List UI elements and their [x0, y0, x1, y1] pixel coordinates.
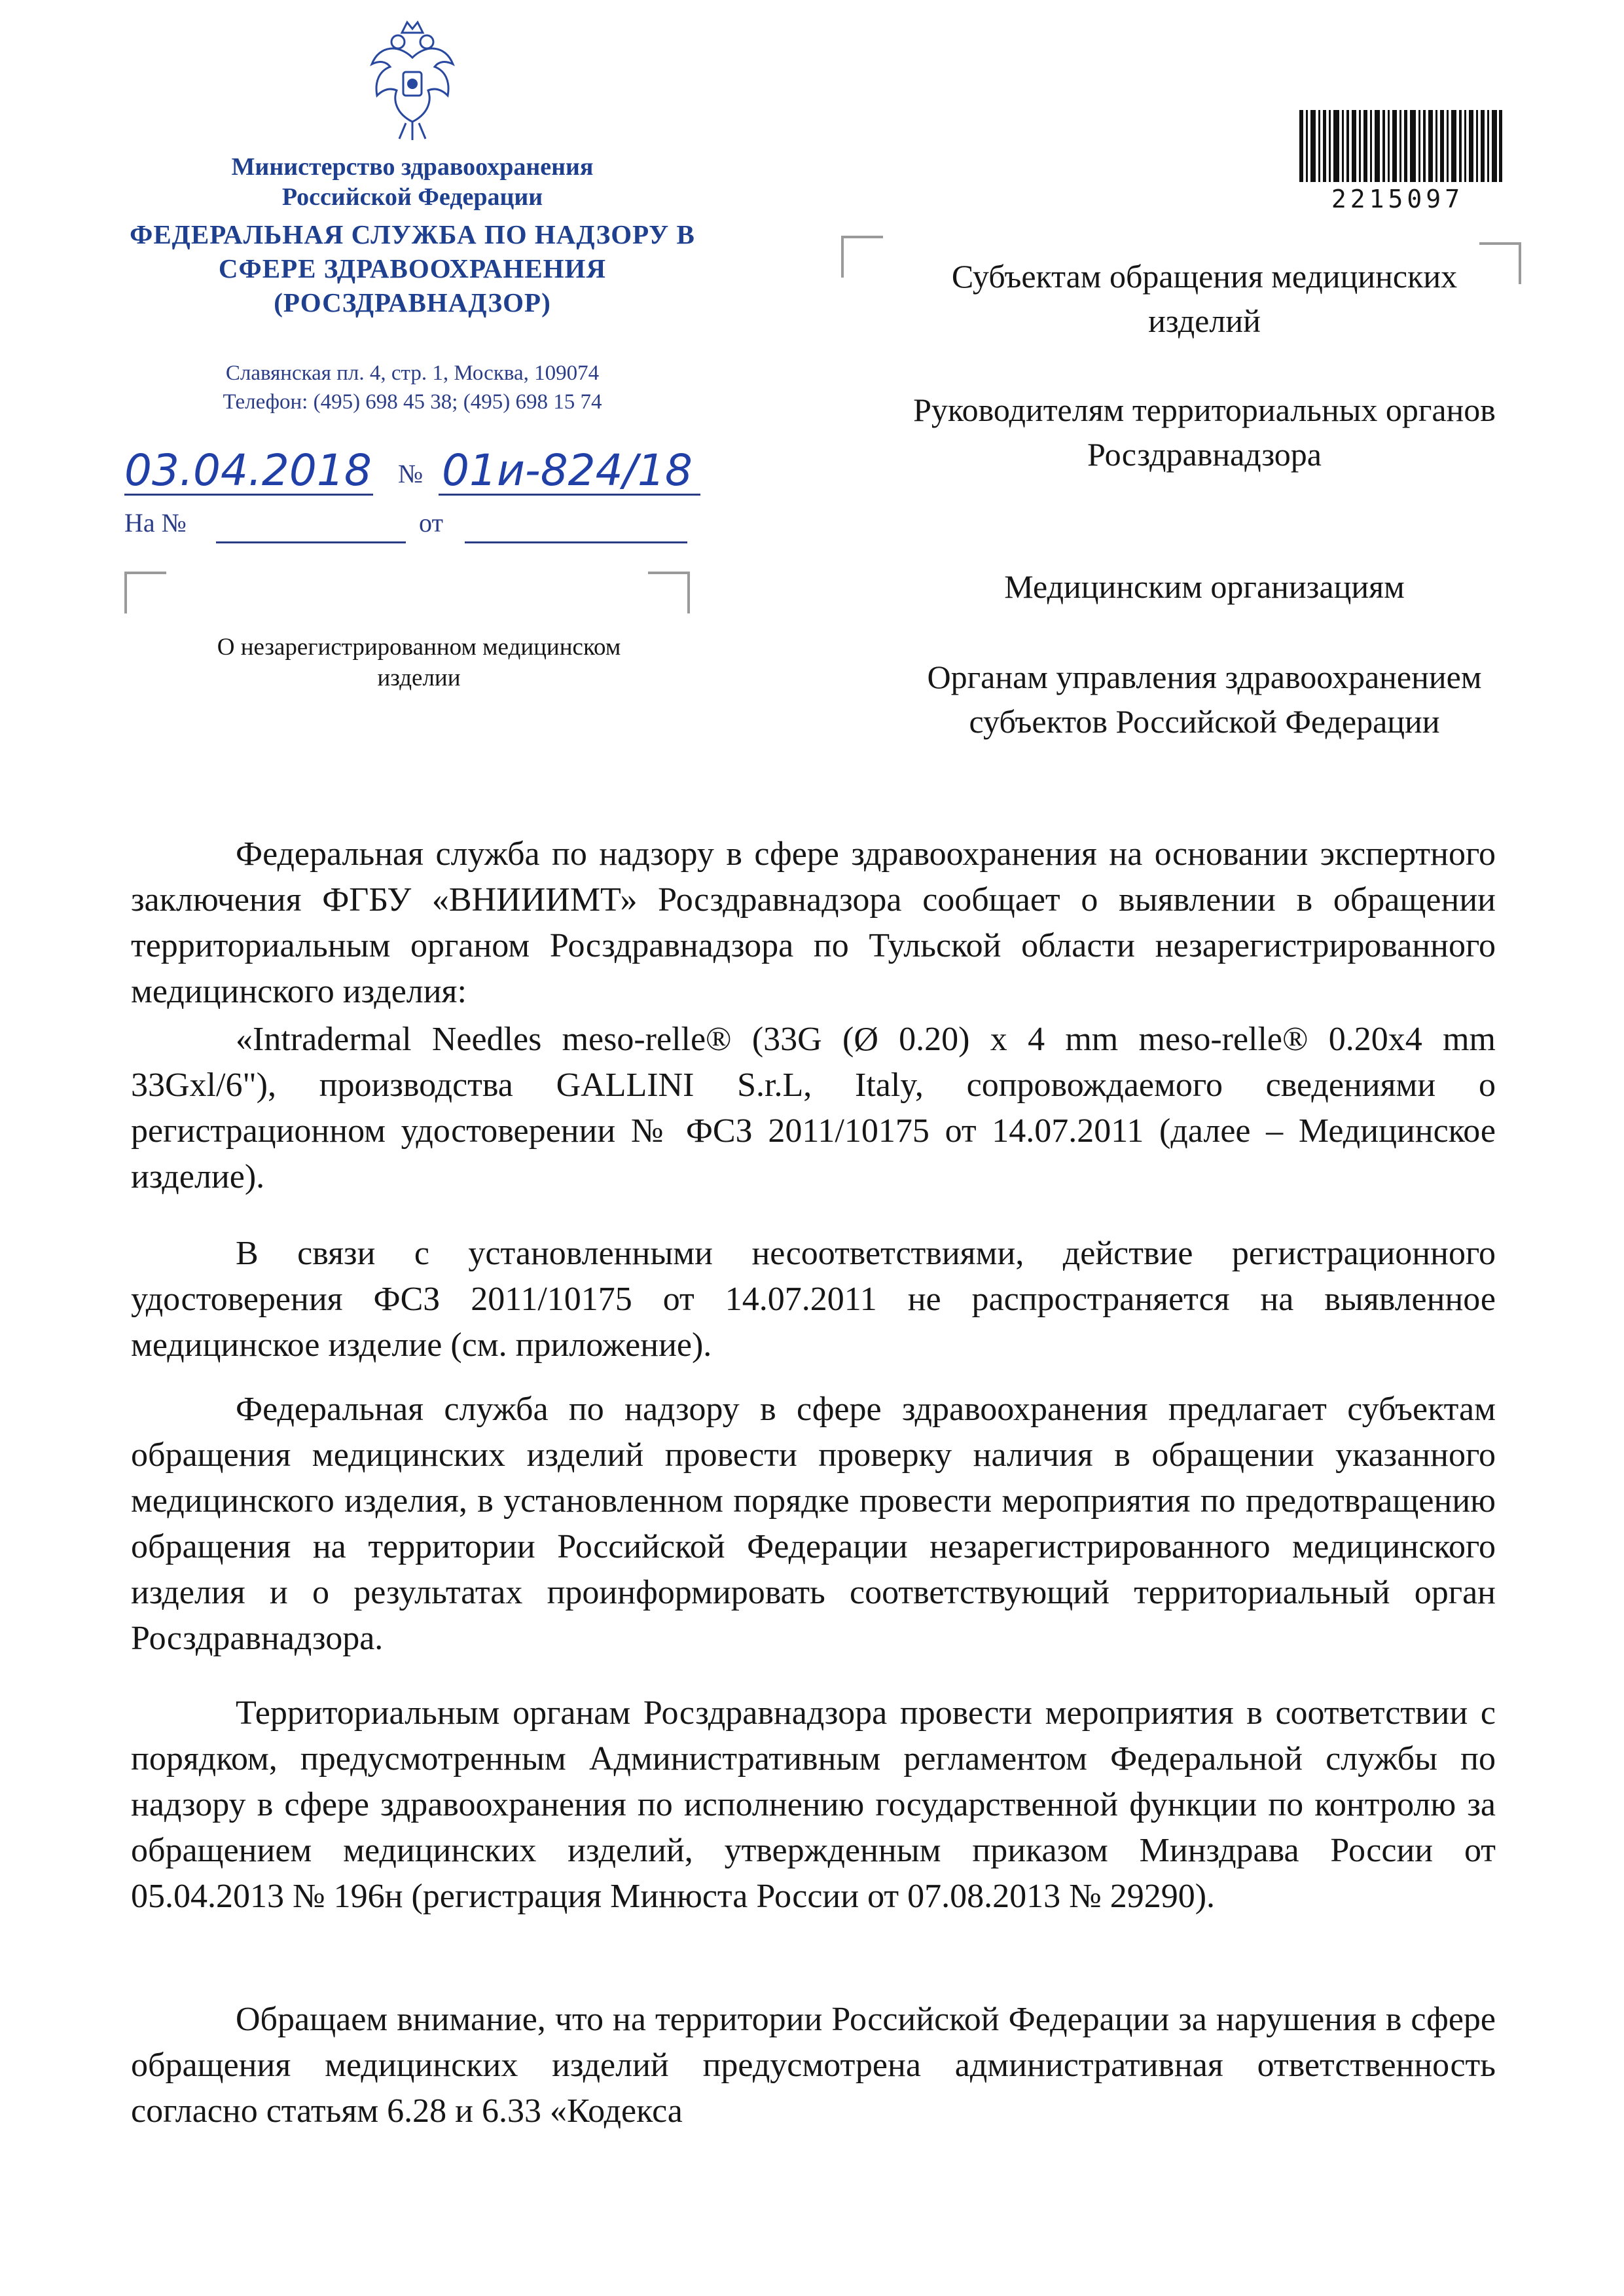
body-paragraph-5: [131, 1690, 1496, 1920]
addressee-2: Руководителям территориальных органов Росздравнадзора: [913, 392, 1496, 473]
addressee-4: Органам управления здравоохранением субъектов Российской Федерации: [927, 659, 1482, 740]
phone: Телефон: (495) 698 45 38; (495) 698 15 74: [223, 390, 602, 414]
reply-number-field: [216, 541, 406, 543]
paragraph-text: Территориальным органам Росздравнадзора провести мероприятия в соответствии с порядком, предусмотренным Административным регламентом Федеральной службы по надзору в сфере здравоохранения по исполнению государственной функции по контролю за обращением медицинских изделий, утвержденным приказом Минздрава России от 05.04.2013 № 196н (регистрация Минюста России от 07.08.2013 № 29290).: [131, 1694, 1496, 1915]
registration-line: [124, 445, 713, 498]
body-paragraph-4: [131, 1387, 1496, 1662]
paragraph-text: В связи с установленными несоответствиями, действие регистрационного удостоверения ФСЗ 2011/10175 от 14.07.2011 не распространяется на выявленное медицинское изделие (см. приложение).: [131, 1235, 1496, 1364]
date-underline: [124, 494, 373, 496]
number-sign: №: [398, 459, 424, 488]
address: Славянская пл. 4, стр. 1, Москва, 109074: [225, 361, 600, 385]
body-paragraph-3: [131, 1231, 1496, 1368]
barcode-number: 2215097: [1331, 185, 1464, 213]
corner-mark-top-left: [124, 572, 166, 613]
reply-date-field: [465, 541, 687, 543]
number-underline: [439, 494, 700, 496]
paragraph-text: «Intradermal Needles meso-relle® (33G (Ø 0.20) x 4 mm meso-relle® 0.20x4 mm 33Gxl/6"), производства GALLINI S.r.L, Italy, сопровождаемого сведениями о регистрационном удостоверении № ФСЗ 2011/10175 от 14.07.2011 (далее – Медицинское изделие).: [131, 1021, 1496, 1195]
service-name: ФЕДЕРАЛЬНАЯ СЛУЖБА ПО НАДЗОРУ В СФЕРЕ ЗДРАВООХРАНЕНИЯ (РОСЗДРАВНАДЗОР): [130, 219, 695, 318]
reply-line: [124, 507, 713, 547]
registration-date: 03.04.2018: [124, 445, 372, 496]
addressee-1: Субъектам обращения медицинских изделий: [951, 258, 1458, 339]
barcode-icon: [1299, 110, 1502, 182]
letter-subject: О незарегистрированном медицинском изделии: [217, 634, 621, 691]
paragraph-text: Федеральная служба по надзору в сфере здравоохранения на основании экспертного заключения ФГБУ «ВНИИИМТ» Росздравнадзора сообщает о выявлении в обращении территориальным органом Росздравнадзора по Тульской области незарегистрированного медицинского изделия:: [131, 835, 1496, 1010]
corner-mark-top-right: [648, 572, 690, 613]
ministry-name: Министерство здравоохранения Российской Федерации: [231, 153, 594, 211]
body-paragraph-2: [131, 1017, 1496, 1200]
body-paragraph-1: [131, 831, 1496, 1015]
corner-mark-address-left: [841, 236, 883, 278]
body-paragraph-6: [131, 1997, 1496, 2134]
header-contacts: [137, 359, 687, 416]
double-headed-eagle-icon: [360, 18, 465, 143]
reply-label: На №: [124, 508, 187, 538]
paragraph-text: Обращаем внимание, что на территории Российской Федерации за нарушения в сфере обращения медицинских изделий предусмотрена административная ответственность согласно статьям 6.28 и 6.33 «Кодекса: [131, 2001, 1496, 2130]
registration-number: 01и-824/18: [442, 445, 693, 496]
paragraph-text: Федеральная служба по надзору в сфере здравоохранения предлагает субъектам обращения медицинских изделий провести проверку наличия в обращении указанного медицинского изделия, в установленном порядке провести мероприятия по предотвращению обращения на территории Российской Федерации незарегистрированного медицинского изделия и о результатах проинформировать соответствующий территориальный орган Росздравнадзора.: [131, 1391, 1496, 1657]
addressee-3: Медицинским организациям: [1004, 568, 1405, 605]
from-label: от: [419, 508, 443, 538]
